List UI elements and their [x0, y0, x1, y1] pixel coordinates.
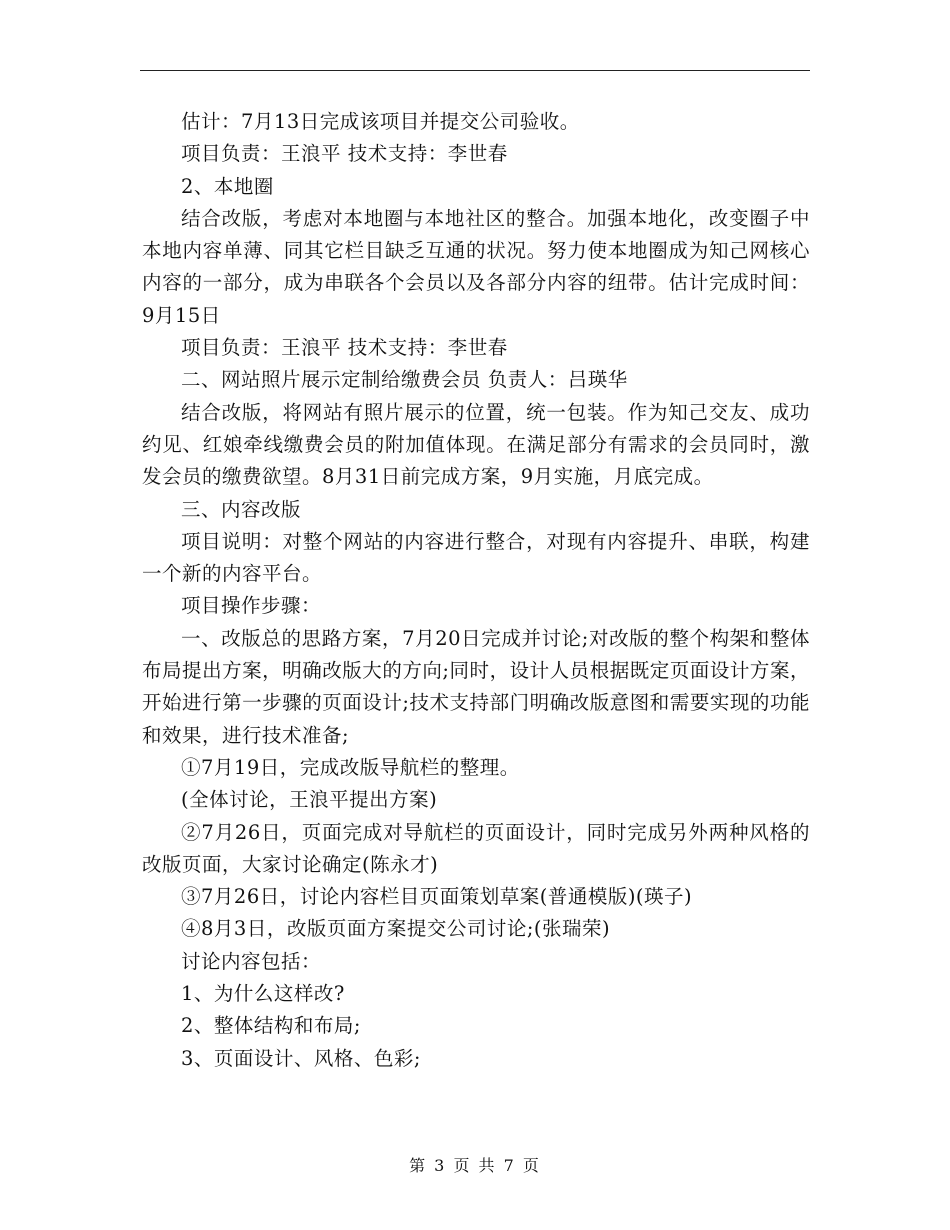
section-heading: 三、内容改版 — [181, 497, 302, 521]
paragraph: 结合改版，将网站有照片展示的位置，统一包装。作为知己交友、成功约见、红娘牵线缴费会员的附加值体现。在满足部分有需求的会员同时，激发会员的缴费欲望。8月31日前完成方案，9月实施，月底完成。 — [142, 400, 810, 489]
header-rule — [140, 70, 810, 71]
list-item: ④8月3日，改版页面方案提交公司讨论;(张瑞荣) — [181, 917, 611, 941]
section-heading: 二、网站照片展示定制给缴费会员 负责人：吕瑛华 — [181, 368, 628, 392]
paragraph: 讨论内容包括： — [181, 949, 322, 973]
paragraph: 估计：7月13日完成该项目并提交公司验收。 — [181, 110, 580, 133]
paragraph: 项目操作步骤： — [181, 594, 322, 618]
list-item: ①7月19日，完成改版导航栏的整理。 — [181, 755, 520, 779]
list-item: ③7月26日，讨论内容栏目页面策划草案(普通模版)(瑛子) — [181, 885, 693, 909]
list-item: 3、页面设计、风格、色彩; — [181, 1046, 421, 1070]
paragraph: 项目负责：王浪平 技术支持：李世春 — [181, 142, 508, 166]
paragraph: (全体讨论，王浪平提出方案) — [181, 788, 438, 812]
list-item: 1、为什么这样改? — [181, 982, 345, 1006]
paragraph: 一、改版总的思路方案，7月20日完成并讨论;对改版的整个构架和整体布局提出方案，明确改版大的方向;同时，设计人员根据既定页面设计方案，开始进行第一步骤的页面设计;技术支持部门明确改版意图和需要实现的功能和效果，进行技术准备; — [142, 626, 810, 747]
paragraph: 项目说明：对整个网站的内容进行整合，对现有内容提升、串联，构建一个新的内容平台。 — [142, 529, 810, 586]
list-item: ②7月26日，页面完成对导航栏的页面设计，同时完成另外两种风格的改版页面，大家讨论确定(陈永才) — [142, 820, 810, 876]
page-number: 第 3 页 共 7 页 — [409, 1156, 541, 1175]
document-body — [142, 106, 810, 1075]
paragraph: 项目负责：王浪平 技术支持：李世春 — [181, 336, 508, 360]
paragraph: 结合改版，考虑对本地圈与本地社区的整合。加强本地化，改变圈子中本地内容单薄、同其它栏目缺乏互通的状况。努力使本地圈成为知己网核心内容的一部分，成为串联各个会员以及各部分内容的纽带。估计完成时间：9月15日 — [142, 206, 810, 327]
section-heading: 2、本地圈 — [181, 174, 274, 198]
list-item: 2、整体结构和布局; — [181, 1014, 361, 1038]
